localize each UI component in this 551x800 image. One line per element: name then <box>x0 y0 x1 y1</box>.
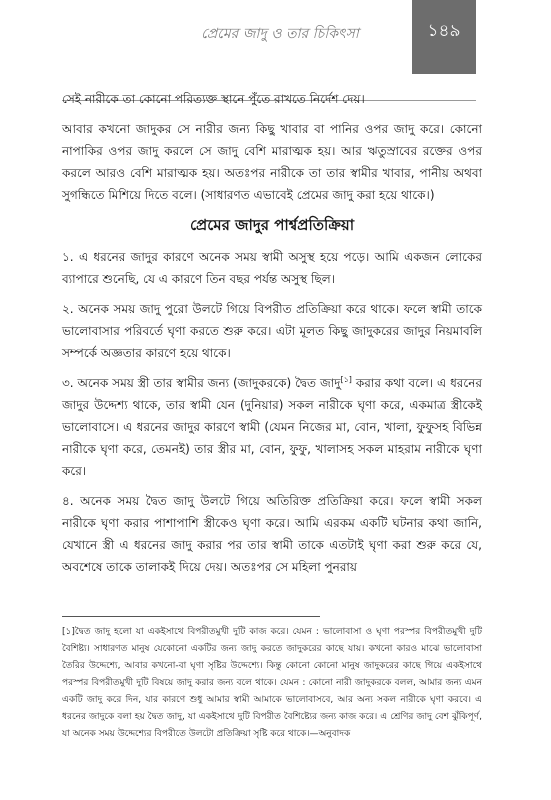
running-head: প্রেমের জাদু ও তার চিকিৎসা <box>201 26 359 42</box>
paragraph-1: সেই নারীকে তা কোনো পরিত্যক্ত স্থানে পুঁতে রাখতে নির্দেশ দেয়। <box>62 92 365 106</box>
footnote-text: [১]দ্বৈত জাদু হলো যা একইসাথে বিপরীতমুখী দুটি কাজ করে। যেমন : ভালোবাসা ও ঘৃণা পরস্পর বিপরীতমুখী দুটি বৈশিষ্ট্য। সাধারণত মানুষ যেকোনো একটির জন্য জাদু করতে জাদুকরের কাছে যায়। কখনো কারও মাঝে ভালোবাসা তৈরির উদ্দেশ্যে, আবার কখনো-বা ঘৃণা সৃষ্টির উদ্দেশ্যে। কিন্তু কোনো কোনো মানুষ জাদুকরের কাছে গিয়ে একইসাথে পরস্পর বিপরীতমুখী দুটি বিষয়ে জাদু করার জন্য বলে থাকে। যেমন : কোনো নারী জাদুকরকে বলল, আমার জন্য এমন একটি জাদু করে দিন, যার কারণে শুধু আমার স্বামী আমাকে ভালোবাসবে, আর অন্য সকল নারীকে ঘৃণা করবে। এ ধরনের জাদুকে বলা হয় দ্বৈত জাদু, যা একইসাথে দুটি বিপরীত বৈশিষ্ট্যের জন্য কাজ করে। এ শ্রেণির জাদু বেশ ঝুঁকিপূর্ণ, যা অনেক সময় উদ্দেশ্যের বিপরীতে উলটো প্রতিক্রিয়া সৃষ্টি করে থাকে।—অনুবাদক <box>62 627 482 739</box>
paragraph-2: আবার কখনো জাদুকর সে নারীর জন্য কিছু খাবার বা পানির ওপর জাদু করে। কোনো নাপাকির ওপর জাদু করলে সে জাদু বেশি মারাত্মক হয়। আর ঋতুস্রাবের রক্তের ওপর করলে আরও বেশি মারাত্মক হয়। অতঃপর নারীকে তা তার স্বামীর খাবার, পানীয় অথবা সুগন্ধিতে মিশিয়ে দিতে বলে। (সাধারণত এভাবেই প্রেমের জাদু করা হয়ে থাকে।) <box>62 122 482 202</box>
list-item-3 <box>62 372 482 482</box>
section-heading: প্রেমের জাদুর পার্শ্বপ্রতিক্রিয়া <box>189 216 355 234</box>
list-item-1: ১. এ ধরনের জাদুর কারণে অনেক সময় স্বামী অসুস্থ হয়ে পড়ে। আমি একজন লোকের ব্যাপারে শুনেছি, যে এ কারণে তিন বছর পর্যন্ত অসুস্থ ছিল। <box>62 250 482 286</box>
list-item-4: ৪. অনেক সময় দ্বৈত জাদু উলটে গিয়ে অতিরিক্ত প্রতিক্রিয়া করে। ফলে স্বামী সকল নারীকে ঘৃণা করার পাশাপাশি স্ত্রীকেও ঘৃণা করে। আমি এরকম একটি ঘটনার কথা জানি, যেখানে স্ত্রী এ ধরনের জাদু করার পর তার স্বামী তাকে এতটাই ঘৃণা করা শুরু করে যে, অবশেষে তাকে তালাকই দিয়ে দেয়। অতঃপর সে মহিলা পুনরায় <box>62 494 482 574</box>
footnote-reference[interactable]: [১] <box>340 375 352 384</box>
list-item-3-text-b: করার কথা বলে। এ ধরনের জাদুর উদ্দেশ্য থাকে, তার স্বামী যেন (দুনিয়ার) সকল নারীকে ঘৃণা করে, একমাত্র স্ত্রীকেই ভালোবাসে। এ ধরনের জাদুর কারণে স্বামী (যেমন নিজের মা, বোন, খালা, ফুফুসহ বিভিন্ন নারীকে ঘৃণা করে, তেমনই) তার স্ত্রীর মা, বোন, ফুফু, খালাসহ সকল মাহরাম নারীকে ঘৃণা করে। <box>62 376 482 478</box>
footnote <box>62 624 482 743</box>
list-item-2: ২. অনেক সময় জাদু পুরো উলটে গিয়ে বিপরীত প্রতিক্রিয়া করে থাকে। ফলে স্বামী তাকে ভালোবাসার পরিবর্তে ঘৃণা করতে শুরু করে। এটা মূলত কিছু জাদুকরের জাদুর নিয়মাবলি সম্পর্কে অজ্ঞতার কারণে হয়ে থাকে। <box>62 302 482 360</box>
list-item-3-text-a: ৩. অনেক সময় স্ত্রী তার স্বামীর জন্য (জাদুকরকে) দ্বৈত জাদু <box>62 376 341 390</box>
body-text <box>62 88 482 586</box>
page-number: ১৪৯ <box>427 21 461 41</box>
footnote-rule <box>62 616 320 617</box>
page-number-box <box>412 0 476 74</box>
